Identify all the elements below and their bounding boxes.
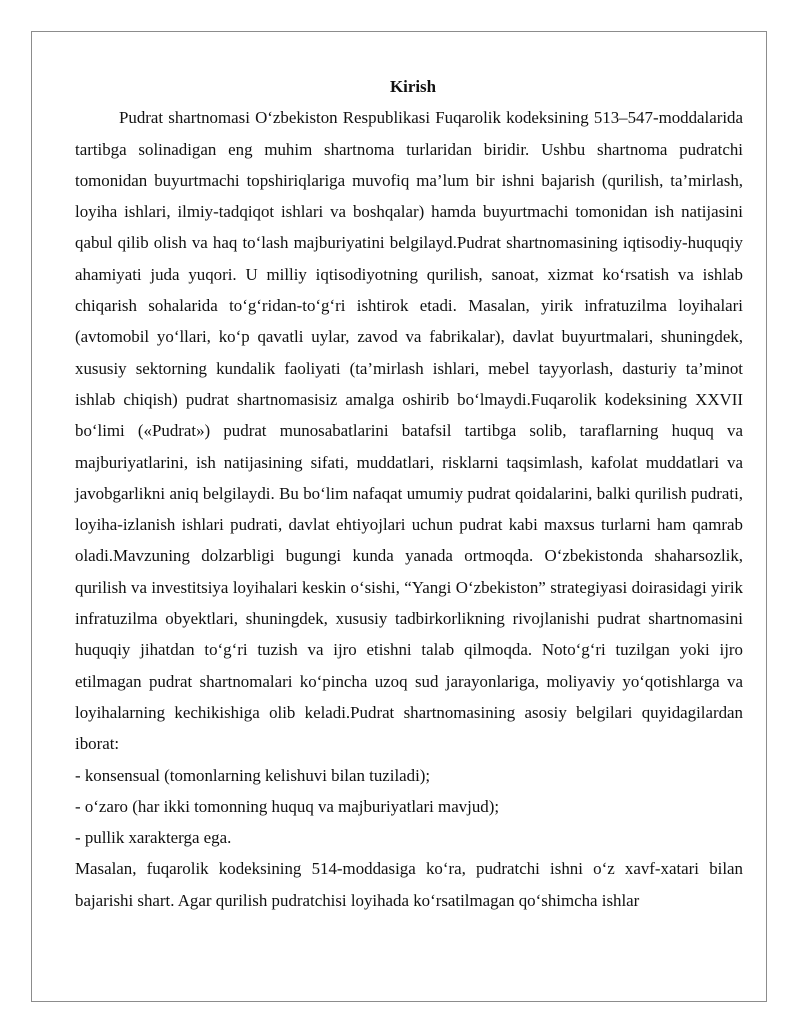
list-item-consensual: - konsensual (tomonlarning kelishuvi bilan tuziladi); [75,765,431,785]
closing-paragraph: Masalan, fuqarolik kodeksining 514-moddasiga ko‘ra, pudratchi ishni o‘z xavf-xatari bilan bajarishi shart. Agar qurilish pudratchisi loyihada ko‘rsatilmagan qo‘shimcha ishlar [75,859,743,910]
document-body [75,71,743,916]
document-title: Kirish [390,77,436,96]
intro-paragraph: Pudrat shartnomasi O‘zbekiston Respublikasi Fuqarolik kodeksining 513–547-moddalarida tartibga solinadigan eng muhim shartnoma turlaridan biridir. Ushbu shartnoma pudratchi tomonidan buyurtmachi topshiriqlariga muvofiq ma’lum bir ishni bajarish (qurilish, ta’mirlash, loyiha ishlari, ilmiy-tadqiqot ishlari va boshqalar) hamda buyurtmachi tomonidan ish natijasini qabul qilib olish va haq to‘lash majburiyatini belgilayd.Pudrat shartnomasining iqtisodiy-huquqiy ahamiyati juda yuqori. U milliy iqtisodiyotning qurilish, sanoat, xizmat ko‘rsatish va ishlab chiqarish sohalarida to‘g‘ridan-to‘g‘ri ishtirok etadi. Masalan, yirik infratuzilma loyihalari (avtomobil yo‘llari, ko‘p qavatli uylar, zavod va fabrikalar), davlat buyurtmalari, shuningdek, xususiy sektorning kundalik faoliyati (ta’mirlash ishlari, mebel tayyorlash, dasturiy ta’minot ishlab chiqish) pudrat shartnomasisiz amalga oshirib bo‘lmaydi.Fuqarolik kodeksining XXVII bo‘limi («Pudrat») pudrat munosabatlarini batafsil tartibga solib, taraflarning huquq va majburiyatlarini, ish natijasining sifati, muddatlari, risklarni taqsimlash, kafolat muddatlari va javobgarlikni aniq belgilaydi. Bu bo‘lim nafaqat umumiy pudrat qoidalarini, balki qurilish pudrati, loyiha-izlanish ishlari pudrati, davlat ehtiyojlari uchun pudrat kabi maxsus turlarni ham qamrab oladi.Mavzuning dolzarbligi bugungi kunda yanada ortmoqda. O‘zbekistonda shaharsozlik, qurilish va investitsiya loyihalari keskin o‘sishi, “Yangi O‘zbekiston” strategiyasi doirasidagi yirik infratuzilma obyektlari, shuningdek, xususiy tadbirkorlikning rivojlanishi pudrat shartnomasini huquqiy jihatdan to‘g‘ri tuzish va ijro etishni talab qilmoqda. Noto‘g‘ri tuzilgan yoki ijro etilmagan pudrat shartnomalari ko‘pincha uzoq sud jarayonlariga, moliyaviy yo‘qotishlarga va loyihalarning kechikishiga olib keladi.Pudrat shartnomasining asosiy belgilari quyidagilardan iborat: [75,108,743,754]
list-item-paid: - pullik xarakterga ega. [75,828,232,848]
list-item-mutual: - o‘zaro (har ikki tomonning huquq va majburiyatlari mavjud); [75,796,500,816]
